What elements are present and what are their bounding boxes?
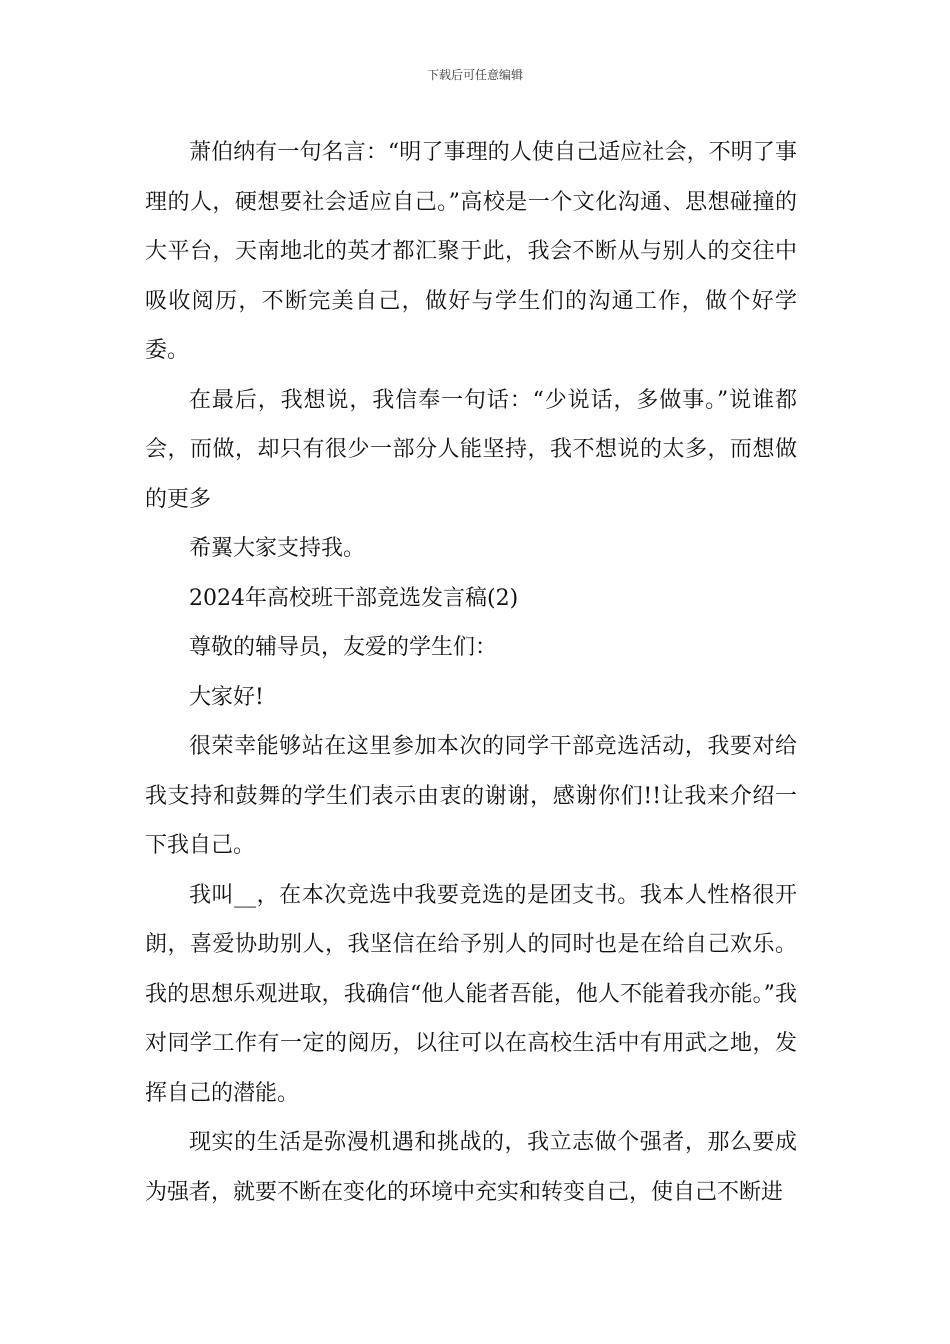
- paragraph-1: 萧伯纳有一句名言：“明了事理的人使自己适应社会，不明了事理的人，硬想要社会适应自己。”高校是一个文化沟通、思想碰撞的大平台，天南地北的英才都汇聚于此，我会不断从与别人的交往中吸收阅历，不断完美自己，做好与学生们的沟通工作，做个好学委。: [145, 140, 797, 363]
- paragraph-7: 很荣幸能够站在这里参加本次的同学干部竞选活动，我要对给我支持和鼓舞的学生们表示由衷的谢谢，感谢你们!!让我来介绍一下我自己。: [145, 734, 797, 858]
- paragraph-8: 我叫__，在本次竞选中我要竞选的是团支书。我本人性格很开朗，喜爱协助别人，我坚信在给予别人的同时也是在给自己欢乐。我的思想乐观进取，我确信“他人能者吾能，他人不能着我亦能。”我对同学工作有一定的阅历，以往可以在高校生活中有用武之地，发挥自己的潜能。: [145, 882, 797, 1106]
- greeting: 大家好!: [189, 684, 264, 710]
- document-body: [145, 128, 797, 1217]
- section-title: 2024年高校班干部竞选发言稿(2): [189, 585, 519, 611]
- paragraph-3: 希翼大家支持我。: [189, 536, 366, 561]
- page-header: 下载后可任意编辑: [426, 68, 523, 82]
- paragraph-9: 现实的生活是弥漫机遇和挑战的，我立志做个强者，那么要成为强者，就要不断在变化的环境中充实和转变自己，使自己不断进: [145, 1130, 797, 1205]
- paragraph-2: 在最后，我想说，我信奉一句话：“少说话，多做事。”说谁都会，而做，却只有很少一部分人能坚持，我不想说的太多，而想做的更多: [145, 387, 797, 512]
- salutation: 尊敬的辅导员，友爱的学生们：: [189, 635, 498, 660]
